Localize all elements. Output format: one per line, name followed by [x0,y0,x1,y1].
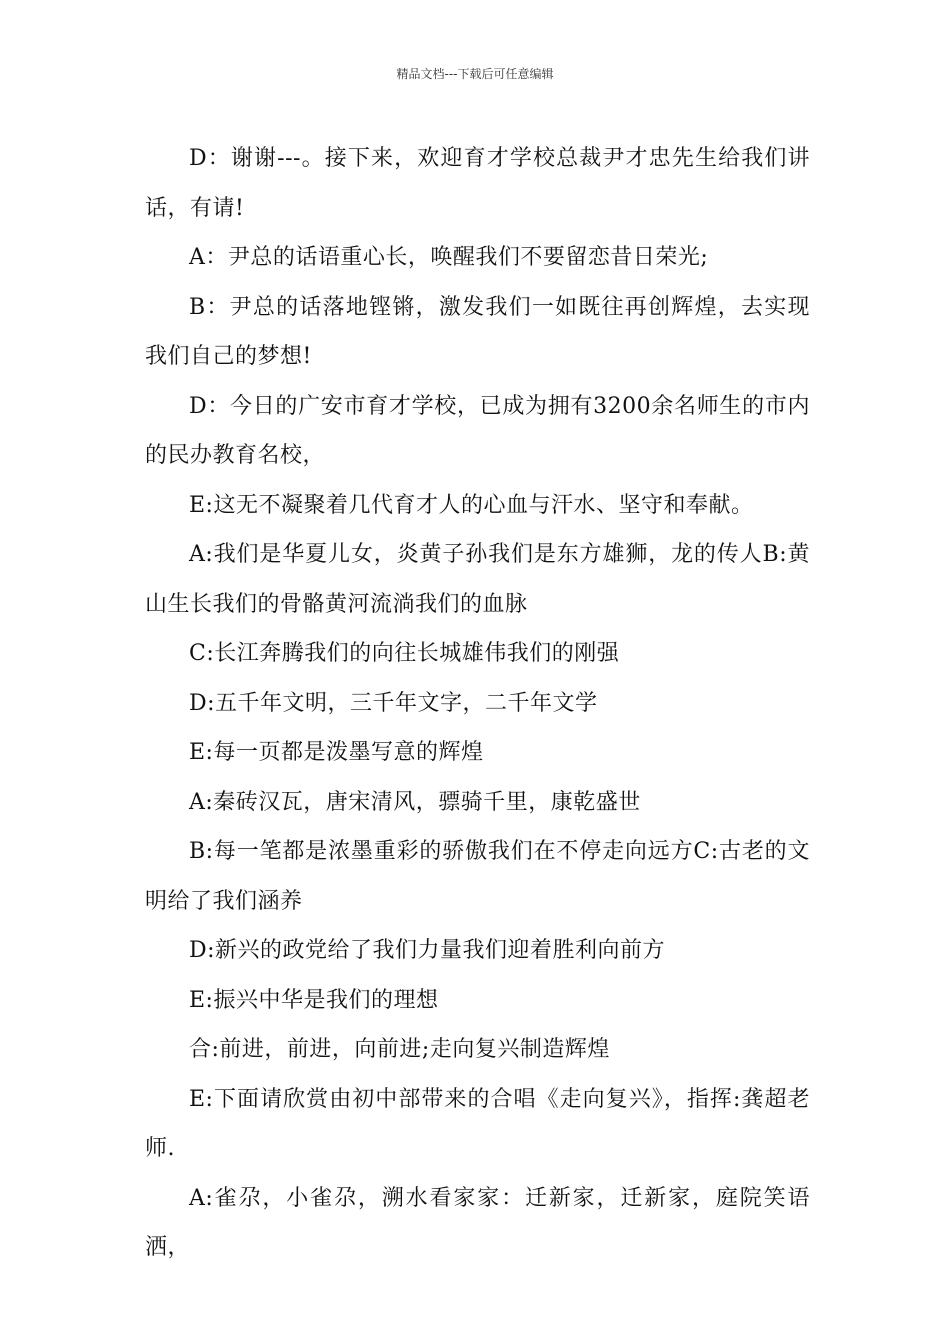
paragraph: D:新兴的政党给了我们力量我们迎着胜利向前方 [189,938,666,963]
paragraph: 合:前进，前进，向前进;走向复兴制造辉煌 [189,1037,610,1062]
paragraph: E:下面请欣赏由初中部带来的合唱《走向复兴》，指挥:龚超老师. [145,1086,810,1161]
paragraph: D：今日的广安市育才学校，已成为拥有3200余名师生的市内的民办教育名校， [145,393,810,468]
document-body [145,134,810,1273]
paragraph: A：尹总的话语重心长，唤醒我们不要留恋昔日荣光; [189,245,709,270]
paragraph: A:我们是华夏儿女，炎黄子孙我们是东方雄狮，龙的传人B:黄山生长我们的骨骼黄河流淌我们的血脉 [145,542,810,617]
paragraph: D：谢谢---。接下来，欢迎育才学校总裁尹才忠先生给我们讲话，有请! [145,146,810,221]
page-header: 精品文档---下载后可任意编辑 [396,67,554,81]
paragraph: B：尹总的话落地铿锵，激发我们一如既往再创辉煌，去实现我们自己的梦想! [145,294,810,369]
paragraph: E:这无不凝聚着几代育才人的心血与汗水、坚守和奉献。 [189,492,754,518]
paragraph: C:长江奔腾我们的向往长城雄伟我们的刚强 [189,641,620,666]
paragraph: A:秦砖汉瓦，唐宋清风，骠骑千里，康乾盛世 [189,789,641,815]
paragraph: A:雀尕，小雀尕，溯水看家家：迁新家，迁新家，庭院笑语洒， [145,1185,810,1260]
paragraph: D:五千年文明，三千年文字，二千年文学 [189,690,598,716]
paragraph: E:每一页都是泼墨写意的辉煌 [189,740,484,765]
paragraph: B:每一笔都是浓墨重彩的骄傲我们在不停走向远方C:古老的文明给了我们涵养 [145,839,810,914]
paragraph: E:振兴中华是我们的理想 [189,987,439,1013]
